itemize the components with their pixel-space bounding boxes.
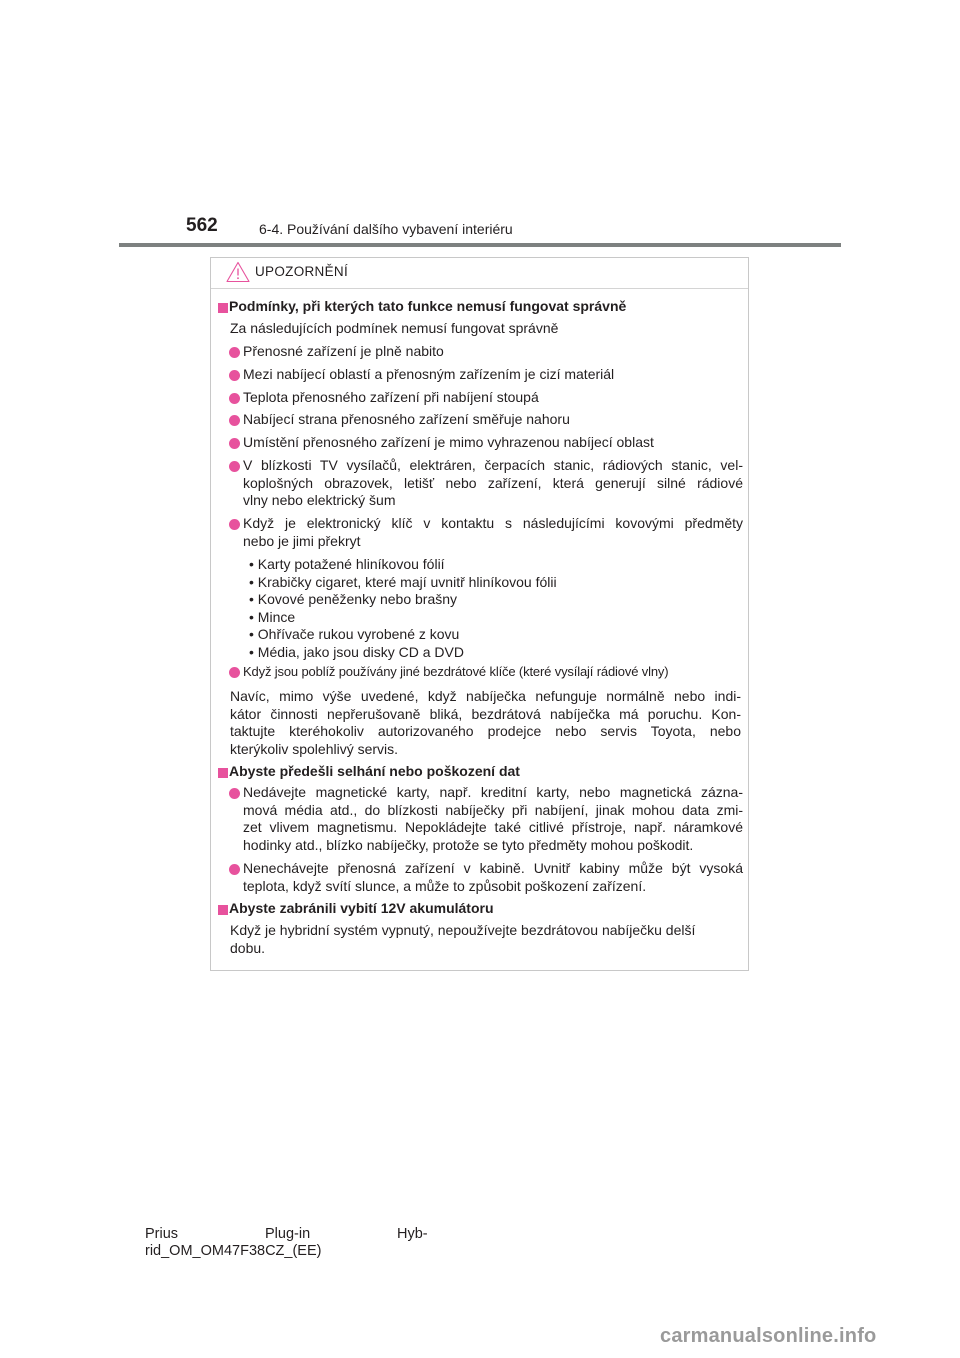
paragraph: Navíc, mimo výše uvedené, když nabíječka nefunguje normálně nebo indi- <box>230 688 741 704</box>
sub-bullet: • Ohřívače rukou vyrobené z kovu <box>249 626 460 642</box>
bullet-icon <box>229 461 240 472</box>
paragraph: kátor činnosti nepřerušovaně bliká, bezdrátová nabíječka má poruchu. Kon- <box>230 706 741 722</box>
warning-title: UPOZORNĚNÍ <box>255 264 349 279</box>
section-marker-icon <box>218 768 228 778</box>
warning-header <box>211 258 748 289</box>
bullet-text: vlny nebo elektrický šum <box>243 492 396 508</box>
paragraph: dobu. <box>230 940 266 956</box>
bullet-text: Umístění přenosného zařízení je mimo vyhrazenou nabíjecí oblast <box>243 434 654 450</box>
paragraph: Když je hybridní systém vypnutý, nepoužívejte bezdrátovou nabíječku delší <box>230 922 696 938</box>
bullet-text: Mezi nabíjecí oblastí a přenosným zařízením je cizí materiál <box>243 366 615 382</box>
warning-box <box>210 257 749 971</box>
bullet-text: Přenosné zařízení je plně nabito <box>243 343 444 359</box>
bullet-icon <box>229 415 240 426</box>
footer-code: rid_OM_OM47F38CZ_(EE) <box>145 1243 322 1259</box>
footer-model-part: Plug-in <box>265 1226 311 1242</box>
bullet-icon <box>229 864 240 875</box>
bullet-text: teplota, když svítí slunce, a může to způsobit poškození zařízení. <box>243 878 647 894</box>
section-heading: Abyste zabránili vybití 12V akumulátoru <box>229 900 494 916</box>
sub-bullet: • Média, jako jsou disky CD a DVD <box>249 644 464 660</box>
section-heading: Abyste předešli selhání nebo poškození dat <box>229 763 520 779</box>
section-marker-icon <box>218 905 228 915</box>
bullet-icon <box>229 438 240 449</box>
bullet-text: Nenechávejte přenosná zařízení v kabině. Uvnitř kabiny může být vysoká <box>243 860 743 876</box>
paragraph: taktujte kteréhokoliv autorizovaného prodejce nebo servis Toyota, nebo <box>230 723 741 739</box>
sub-bullet: • Kovové peněženky nebo brašny <box>249 591 458 607</box>
bullet-icon <box>229 519 240 530</box>
bullet-text: mová média atd., do blízkosti nabíječky při nabíjení, jinak mohou data zmi- <box>243 802 743 818</box>
sub-bullet: • Krabičky cigaret, které mají uvnitř hliníkovou fólii <box>249 574 557 590</box>
bullet-icon <box>229 347 240 358</box>
bullet-text: V blízkosti TV vysílačů, elektráren, čerpacích stanic, rádiových stanic, vel- <box>243 457 743 473</box>
section-heading: Podmínky, při kterých tato funkce nemusí fungovat správně <box>229 298 627 314</box>
warning-triangle-icon <box>226 261 250 283</box>
bullet-icon <box>229 393 240 404</box>
bullet-text: koplošných obrazovek, letišť nebo zařízení, která generují silné rádiové <box>243 475 743 491</box>
bullet-text: nebo je jimi překryt <box>243 533 361 549</box>
footer-model-part: Hyb- <box>397 1226 428 1242</box>
bullet-icon <box>229 667 240 678</box>
bullet-text: Nabíjecí strana přenosného zařízení směřuje nahoru <box>243 411 570 427</box>
section-title: 6-4. Používání dalšího vybavení interiéru <box>259 221 513 237</box>
bullet-text: Teplota přenosného zařízení při nabíjení stoupá <box>243 389 539 405</box>
header-rule <box>119 243 841 247</box>
bullet-text: hodinky atd., blízko nabíječky, protože se tyto předměty mohou poškodit. <box>243 837 694 853</box>
bullet-text: Když je elektronický klíč v kontaktu s následujícími kovovými předměty <box>243 515 743 531</box>
bullet-text: Nedávejte magnetické karty, např. kreditní karty, nebo magnetická zázna- <box>243 784 743 800</box>
bullet-icon <box>229 370 240 381</box>
bullet-icon <box>229 788 240 799</box>
paragraph: Za následujících podmínek nemusí fungovat správně <box>230 320 559 336</box>
watermark: carmanualsonline.info <box>660 1325 877 1347</box>
sub-bullet: • Karty potažené hliníkovou fólií <box>249 556 445 572</box>
page-number: 562 <box>186 215 218 236</box>
bullet-text: zet vlivem magnetismu. Nepokládejte také citlivé přístroje, např. náramkové <box>243 819 743 835</box>
footer-model: Prius <box>145 1226 179 1242</box>
sub-bullet: • Mince <box>249 609 296 625</box>
footer <box>145 1226 428 1260</box>
section-marker-icon <box>218 303 228 313</box>
paragraph: kterýkoliv spolehlivý servis. <box>230 741 399 757</box>
bullet-text: Když jsou poblíž používány jiné bezdrátové klíče (které vysílají rádiové vlny) <box>243 664 669 679</box>
